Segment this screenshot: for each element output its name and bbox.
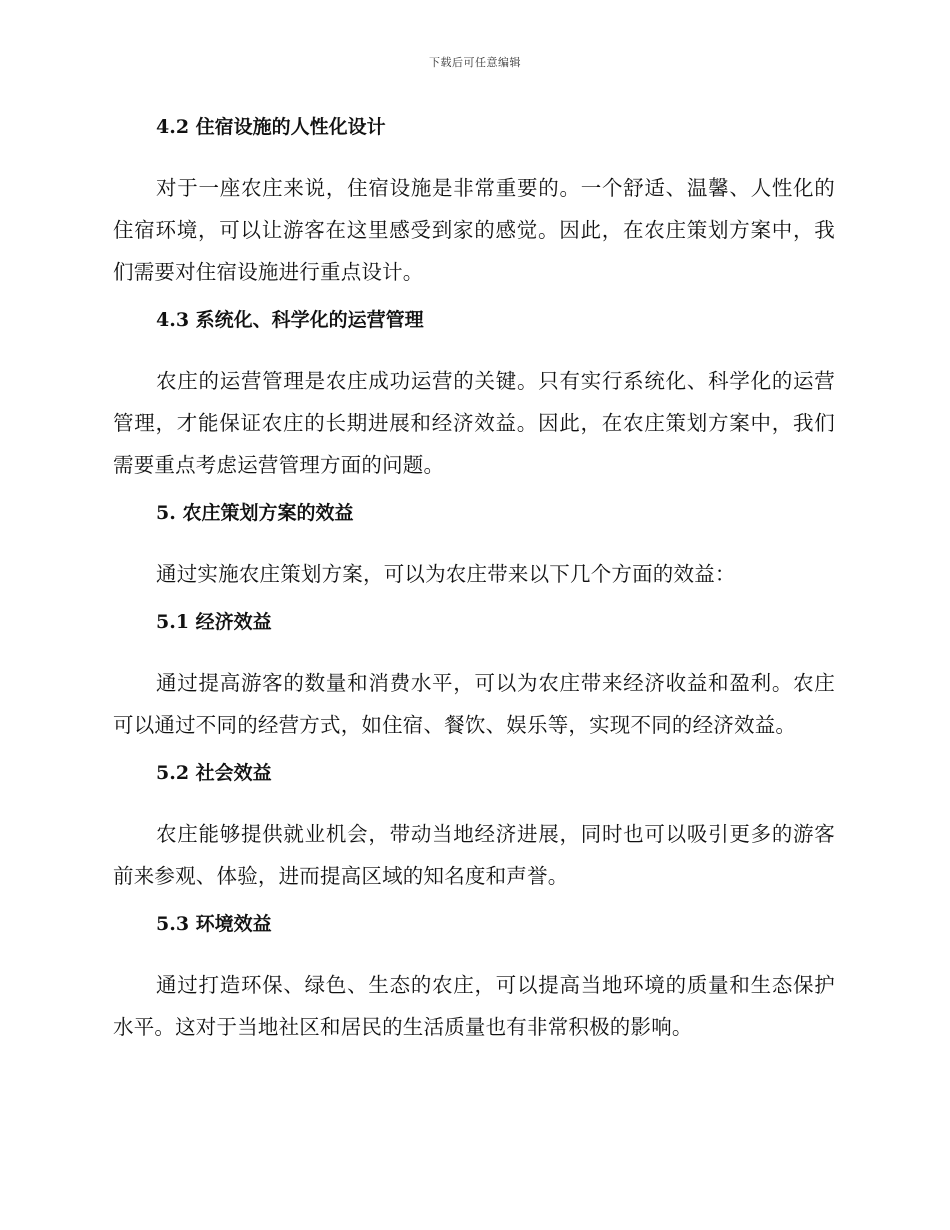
- page-header: 下载后可任意编辑: [429, 56, 521, 69]
- section-paragraph: 农庄能够提供就业机会，带动当地经济进展，同时也可以吸引更多的游客前来参观、体验，进而提高区域的知名度和声誉。: [113, 822, 835, 888]
- section-paragraph: 通过实施农庄策划方案，可以为农庄带来以下几个方面的效益：: [156, 562, 736, 586]
- section-heading: 5.1 经济效益: [156, 611, 272, 633]
- section-heading: 4.2 住宿设施的人性化设计: [156, 116, 386, 138]
- section-paragraph: 对于一座农庄来说，住宿设施是非常重要的。一个舒适、温馨、人性化的住宿环境，可以让游客在这里感受到家的感觉。因此，在农庄策划方案中，我们需要对住宿设施进行重点设计。: [113, 176, 835, 284]
- section-paragraph: 农庄的运营管理是农庄成功运营的关键。只有实行系统化、科学化的运营管理，才能保证农庄的长期进展和经济效益。因此，在农庄策划方案中，我们需要重点考虑运营管理方面的问题。: [113, 369, 835, 477]
- section-paragraph: 通过打造环保、绿色、生态的农庄，可以提高当地环境的质量和生态保护水平。这对于当地社区和居民的生活质量也有非常积极的影响。: [113, 973, 835, 1039]
- section-heading: 4.3 系统化、科学化的运营管理: [156, 309, 424, 331]
- section-paragraph: 通过提高游客的数量和消费水平，可以为农庄带来经济收益和盈利。农庄可以通过不同的经营方式，如住宿、餐饮、娱乐等，实现不同的经济效益。: [113, 671, 835, 737]
- section-heading: 5.2 社会效益: [156, 762, 272, 784]
- section-heading: 5.3 环境效益: [156, 913, 272, 935]
- section-heading: 5. 农庄策划方案的效益: [156, 502, 354, 524]
- document-body: [113, 112, 835, 1048]
